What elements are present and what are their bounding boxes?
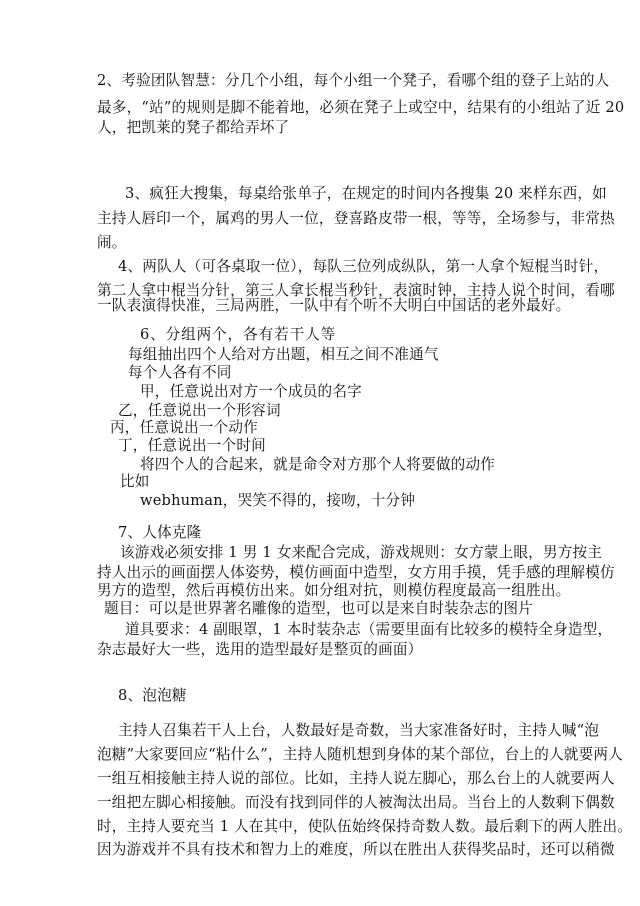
section-2-line-2: 最多，“站”的规则是脚不能着地，必须在凳子上或空中，结果有的小组站了近 20 (97, 99, 625, 116)
section-4-line-3: 一队表演得快准，三局两胜，一队中有个听不大明白中国话的老外最好。 (97, 297, 571, 314)
section-8-line-1: 主持人召集若干人上台，人数最好是奇数，当大家准备好时，主持人喊“泡 (118, 722, 600, 739)
section-6-line-5: 丙，任意说出一个动作 (110, 419, 258, 436)
section-4-line-2: 第二人拿中棍当分针，第三人拿长棍当秒针，表演时钟，主持人说个时间，看哪 (97, 282, 615, 299)
section-3-line-1: 3、疯狂大搜集，每桌给张单子，在规定的时间内各搜集 20 来样东西，如 (125, 185, 607, 202)
section-6-line-2: 每个人各有不同 (128, 364, 232, 381)
section-7-line-5: 道具要求：4 副眼罩，1 本时装杂志（需要里面有比较多的模特全身造型， (125, 621, 613, 638)
section-8-line-6: 因为游戏并不具有技术和智力上的难度，所以在胜出人获得奖品时，还可以稍微 (97, 841, 615, 858)
section-6-title: 6、分组两个，各有若干人等 (140, 326, 337, 343)
section-7-line-3: 男方的造型，然后再模仿出来。如分组对抗，则模仿程度最高一组胜出。 (97, 582, 571, 599)
section-7-line-1: 该游戏必须安排 1 男 1 女来配合完成，游戏规则：女方蒙上眼，男方按主 (120, 544, 603, 561)
section-6-line-6: 丁，任意说出一个时间 (118, 437, 266, 454)
section-2-line-3: 人，把凯莱的凳子都给弄坏了 (97, 119, 290, 136)
section-8-line-2: 泡糖”大家要回应“粘什么”，主持人随机想到身体的某个部位，台上的人就要两人 (97, 746, 623, 763)
section-6-line-4: 乙，任意说出一个形容词 (118, 402, 281, 419)
section-8-line-3: 一组互相接触主持人说的部位。比如，主持人说左脚心，那么台上的人就要两人 (97, 770, 615, 787)
section-7-line-4: 题目：可以是世界著名雕像的造型，也可以是来自时装杂志的图片 (104, 600, 534, 617)
section-2-line-1: 2、考验团队智慧：分几个小组，每个小组一个凳子，看哪个组的登子上站的人 (97, 72, 610, 89)
section-8-line-4: 一组把左脚心相接触。而没有找到同伴的人被淘汰出局。当台上的人数剩下偶数 (97, 794, 615, 811)
section-8-line-5: 时，主持人要充当 1 人在其中，使队伍始终保持奇数人数。最后剩下的两人胜出。 (97, 818, 632, 835)
section-3-line-3: 闹。 (97, 234, 127, 251)
section-6-line-3: 甲，任意说出对方一个成员的名字 (140, 383, 362, 400)
section-7-title: 7、人体克隆 (118, 524, 202, 541)
section-6-line-1: 每组抽出四个人给对方出题，相互之间不准通气 (128, 346, 439, 363)
section-7-line-6: 杂志最好大一些，选用的造型最好是整页的画面） (97, 641, 423, 658)
section-4-line-1: 4、两队人（可各桌取一位），每队三位列成纵队，第一人拿个短棍当时针， (118, 258, 609, 275)
section-3-line-2: 主持人唇印一个，属鸡的男人一位，登喜路皮带一根，等等，全场参与，非常热 (97, 210, 615, 227)
section-6-line-8: 比如 (120, 473, 150, 490)
section-6-line-9: webhuman，哭笑不得的，接吻，十分钟 (140, 492, 416, 509)
section-6-line-7: 将四个人的合起来，就是命令对方那个人将要做的动作 (140, 456, 496, 473)
section-8-title: 8、泡泡糖 (118, 687, 187, 704)
section-7-line-2: 持人出示的画面摆人体姿势，模仿画面中造型，女方用手摸，凭手感的理解模仿 (97, 564, 615, 581)
